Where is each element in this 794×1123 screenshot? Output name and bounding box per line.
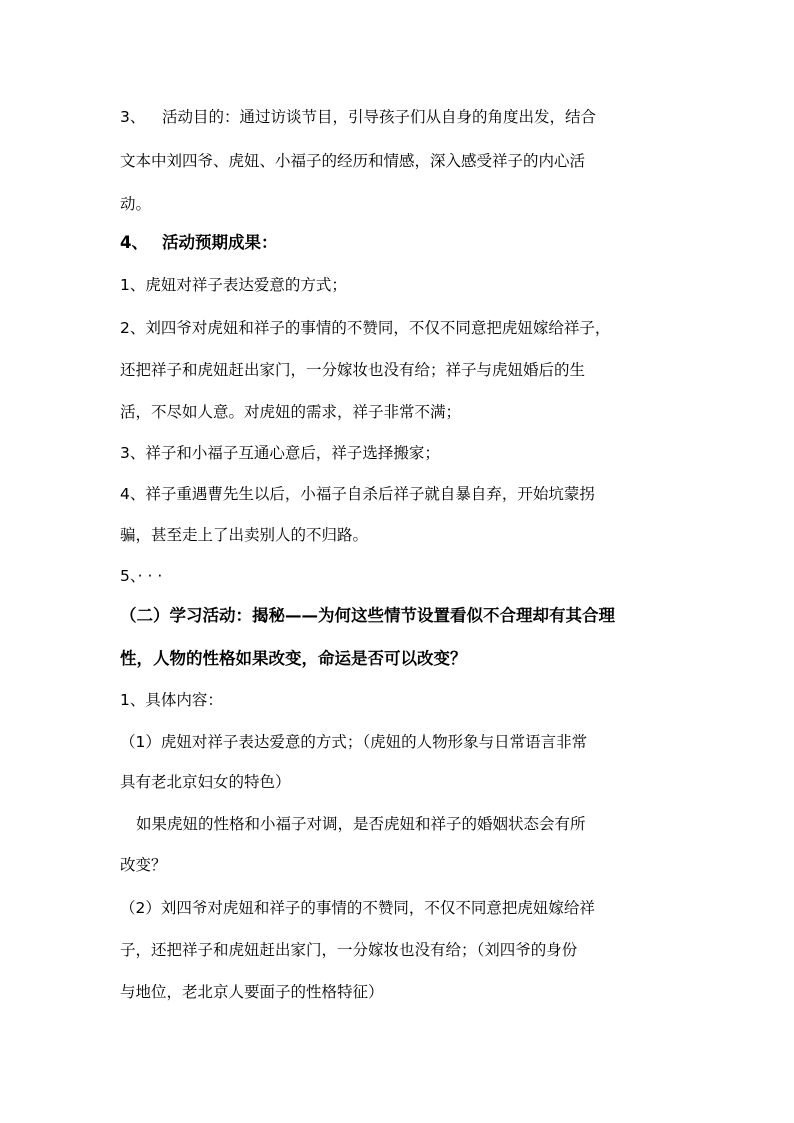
part-2-heading-line-2: 性，人物的性格如果改变，命运是否可以改变？: [120, 649, 467, 668]
part-2-heading-line-1: （二）学习活动：揭秘——为何这些情节设置看似不合理却有其合理: [120, 606, 615, 625]
content-paragraph-2-line-3: 与地位，老北京人要面子的性格特征）: [120, 983, 384, 1001]
content-paragraph-2-line-1: （2）刘四爷对虎妞和祥子的事情的不赞同，不仅不同意把虎妞嫁给祥: [120, 899, 595, 917]
content-question-1-line-2: 改变？: [120, 856, 167, 874]
content-heading: 1、具体内容：: [120, 691, 223, 709]
section-4-number: 4、: [120, 233, 148, 252]
outcome-item-2-line-1: 2、刘四爷对虎妞和祥子的事情的不赞同，不仅不同意把虎妞嫁给祥子，: [120, 319, 611, 337]
section-3-line-2: 文本中刘四爷、虎妞、小福子的经历和情感，深入感受祥子的内心活: [120, 152, 586, 170]
outcome-item-3: 3、祥子和小福子互通心意后，祥子选择搬家；: [120, 444, 440, 462]
section-3-line-3: 动。: [120, 195, 152, 213]
content-question-1-line-1: 如果虎妞的性格和小福子对调，是否虎妞和祥子的婚姻状态会有所: [136, 815, 586, 833]
content-paragraph-1-line-1: （1）虎妞对祥子表达爱意的方式；（虎妞的人物形象与日常语言非常: [120, 733, 588, 751]
content-paragraph-2-line-2: 子，还把祥子和虎妞赶出家门，一分嫁妆也没有给；（刘四爷的身份: [120, 941, 578, 959]
section-3-number: 3、: [120, 108, 146, 126]
outcome-item-2-line-3: 活，不尽如人意。对虎妞的需求，祥子非常不满；: [120, 403, 462, 421]
section-4-title: 活动预期成果：: [162, 233, 278, 252]
section-3-text-1: 活动目的：通过访谈节目，引导孩子们从自身的角度出发，结合: [162, 108, 597, 126]
outcome-item-4-line-2: 骗，甚至走上了出卖别人的不归路。: [120, 526, 369, 544]
outcome-item-5: 5、· · ·: [120, 567, 163, 585]
section-4-heading: [120, 233, 278, 253]
outcome-item-2-line-2: 还把祥子和虎妞赶出家门，一分嫁妆也没有给；祥子与虎妞婚后的生: [120, 361, 586, 379]
section-3-line-1: [120, 107, 596, 127]
content-paragraph-1-line-2: 具有老北京妇女的特色）: [120, 773, 291, 791]
outcome-item-1: 1、虎妞对祥子表达爱意的方式；: [120, 276, 347, 294]
outcome-item-4-line-1: 4、祥子重遇曹先生以后，小福子自杀后祥子就自暴自弃，开始坑蒙拐: [120, 485, 595, 503]
